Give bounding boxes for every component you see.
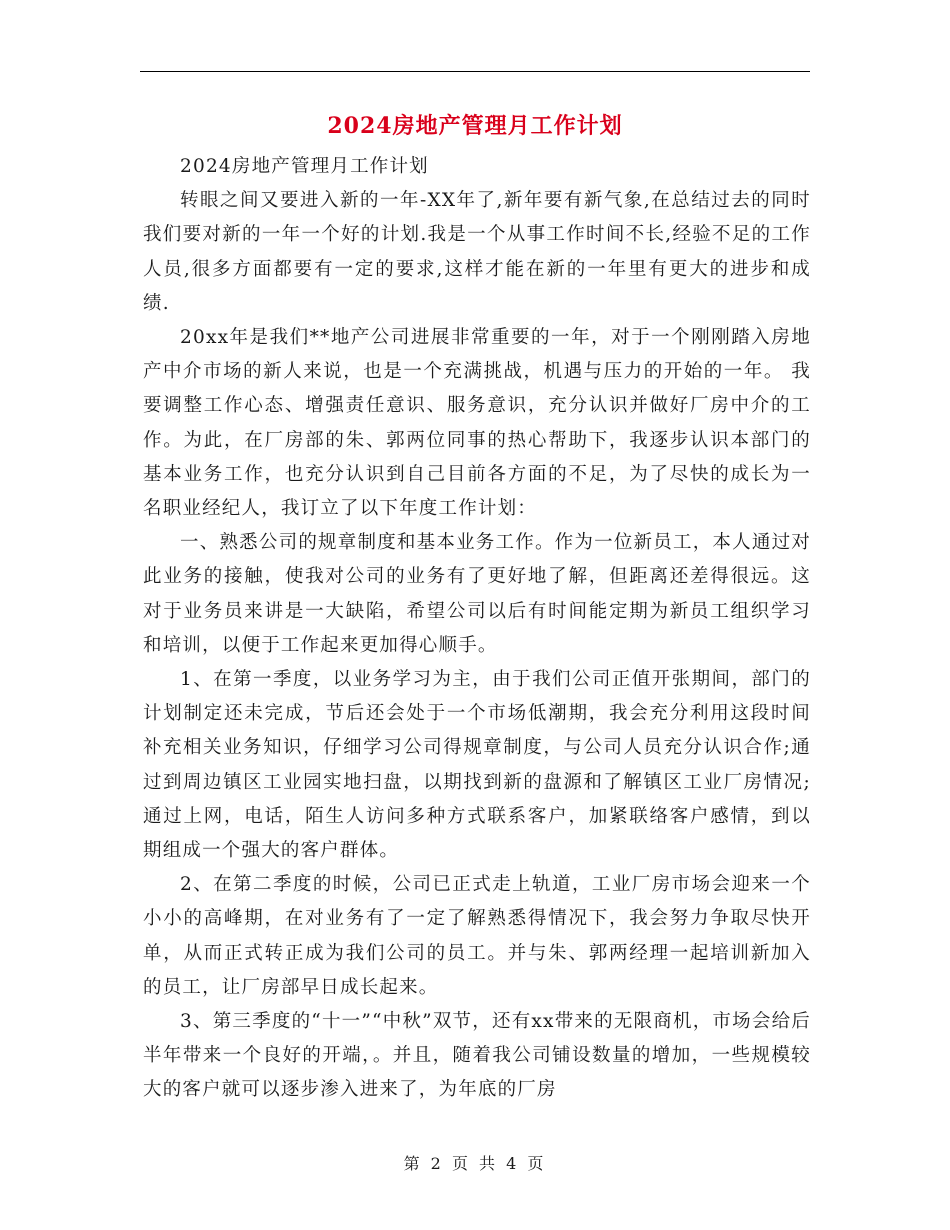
header-rule <box>140 71 810 72</box>
paragraph-intro: 转眼之间又要进入新的一年-XX年了,新年要有新气象,在总结过去的同时我们要对新的一年一个好的计划.我是一个从事工作时间不长,经验不足的工作人员,很多方面都要有一定的要求,这样才能在新的一年里有更大的进步和成绩. <box>143 190 811 314</box>
paragraph-year-overview: 20xx年是我们**地产公司进展非常重要的一年，对于一个刚刚踏入房地产中介市场的新人来说，也是一个充满挑战，机遇与压力的开始的一年。 我要调整工作心态、增强责任意识、服务意识，充分认识并做好厂房中介的工作。为此，在厂房部的朱、郭两位同事的热心帮助下，我逐步认识本部门的基本业务工作，也充分认识到自己目前各方面的不足，为了尽快的成长为一名职业经纪人，我订立了以下年度工作计划： <box>143 327 811 520</box>
paragraph-quarter-two: 2、在第二季度的时候，公司已正式走上轨道，工业厂房市场会迎来一个小小的高峰期，在对业务有了一定了解熟悉得情况下，我会努力争取尽快开单，从而正式转正成为我们公司的员工。并与朱、郭两经理一起培训新加入的员工，让厂房部早日成长起来。 <box>143 874 811 998</box>
paragraph-quarter-one: 1、在第一季度，以业务学习为主，由于我们公司正值开张期间，部门的计划制定还未完成，节后还会处于一个市场低潮期，我会充分利用这段时间补充相关业务知识，仔细学习公司得规章制度，与公司人员充分认识合作;通过到周边镇区工业园实地扫盘，以期找到新的盘源和了解镇区工业厂房情况;通过上网，电话，陌生人访问多种方式联系客户，加紧联络客户感情，到以期组成一个强大的客户群体。 <box>143 669 811 862</box>
document-body <box>143 150 811 1108</box>
page-number-footer: 第 2 页 共 4 页 <box>403 1154 547 1173</box>
paragraph-section-one: 一、熟悉公司的规章制度和基本业务工作。作为一位新员工，本人通过对此业务的接触，使我对公司的业务有了更好地了解，但距离还差得很远。这对于业务员来讲是一大缺陷，希望公司以后有时间能定期为新员工组织学习和培训，以便于工作起来更加得心顺手。 <box>143 532 811 656</box>
paragraph-quarter-three: 3、第三季度的“十一”“中秋”双节，还有xx带来的无限商机，市场会给后半年带来一个良好的开端，。并且，随着我公司铺设数量的增加，一些规模较大的客户就可以逐步渗入进来了，为年底的厂房 <box>143 1011 811 1101</box>
document-title: 2024房地产管理月工作计划 <box>327 113 623 139</box>
paragraph-subtitle: 2024房地产管理月工作计划 <box>180 156 429 177</box>
